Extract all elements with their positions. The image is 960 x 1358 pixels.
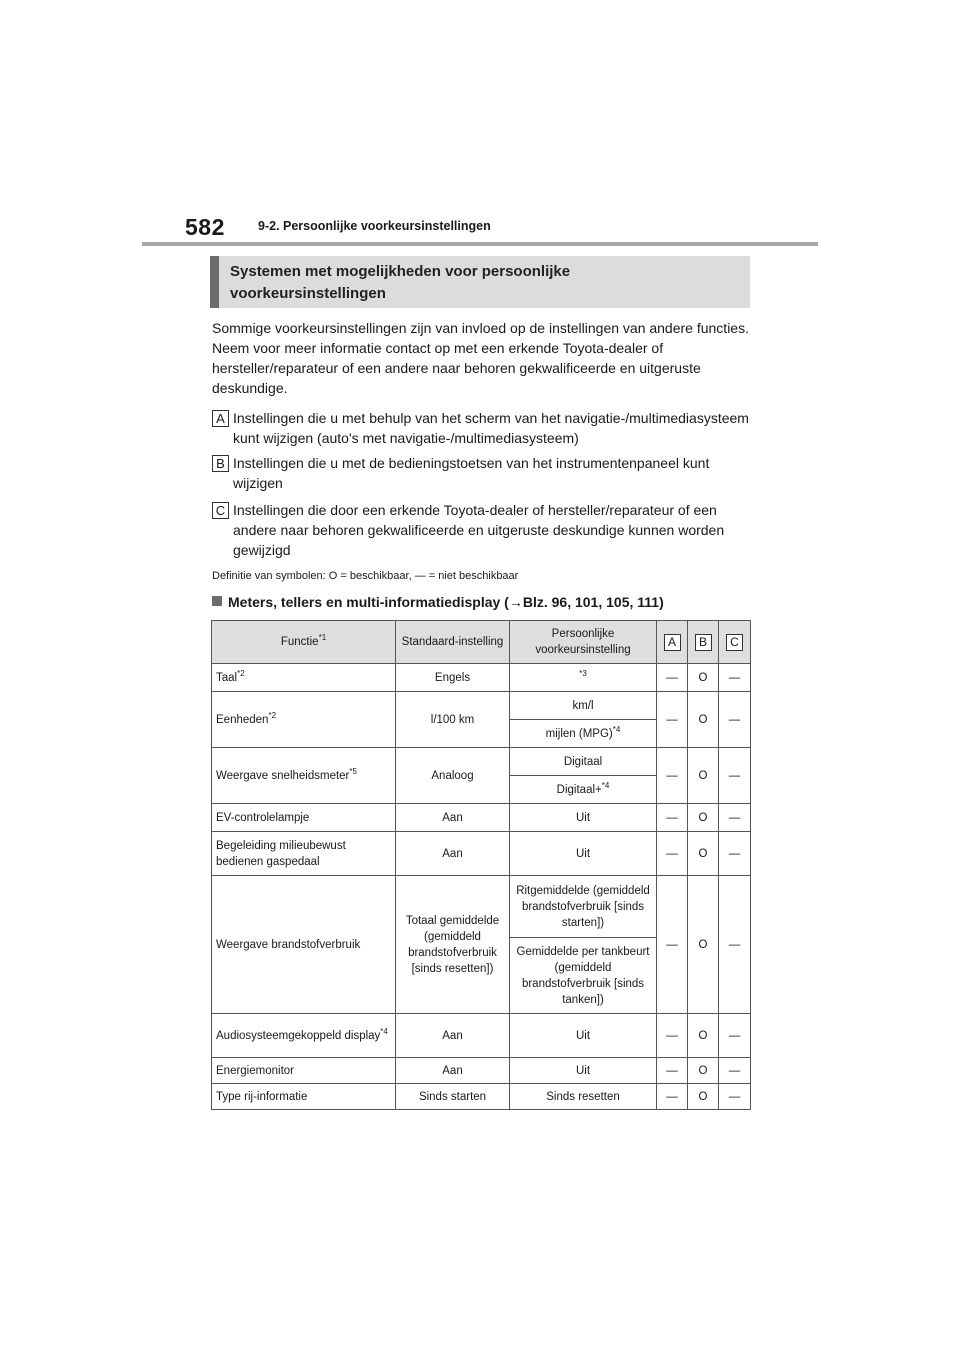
table-row: Audiosysteemgekoppeld display$^{*4}$ Aan Uit — O — — [212, 1014, 751, 1058]
table-row: Gemiddelde per tankbeurt (gemiddeld brandstofverbruik [sinds tanken]) — [212, 938, 751, 1014]
badge-c-icon: C — [726, 634, 743, 651]
table-row: Type rij-informatie Sinds starten Sinds resetten — O — — [212, 1084, 751, 1110]
table-row: EV-controlelampje Aan Uit — O — — [212, 804, 751, 832]
section-header-box — [210, 256, 750, 308]
badge-a-icon: A — [212, 410, 229, 427]
legend-text-a: Instellingen die u met behulp van het scherm van het navigatie-/multimediasysteem kunt wijzigen (auto's met navigatie-/multimediasysteem) — [233, 410, 749, 446]
table-header-row — [212, 621, 751, 664]
legend-item-a — [212, 408, 752, 448]
table-row: Weergave snelheidsmeter$^{*5}$ Analoog Digitaal — O — — [212, 748, 751, 776]
subsection-title: Meters, tellers en multi-informatiedisplay (→Blz. 96, 101, 105, 111) — [228, 594, 664, 610]
header-b — [688, 621, 719, 664]
table-row: Energiemonitor Aan Uit — O — — [212, 1058, 751, 1084]
header-personal: Persoonlijke voorkeursinstelling — [510, 621, 657, 664]
section-title: Systemen met mogelijkheden voor persoonlijke voorkeursinstellingen — [230, 263, 571, 302]
page-number: 582 — [185, 214, 225, 240]
table-row: mijlen (MPG)$^{*4}$ — [212, 720, 751, 748]
header-default: Standaard-instelling — [396, 621, 510, 664]
badge-a-icon: A — [664, 634, 681, 651]
table-row: Begeleiding milieubewust bedienen gaspedaal Aan Uit — O — — [212, 832, 751, 876]
table-row: Digitaal+$^{*4}$ — [212, 776, 751, 804]
table-row: Weergave brandstofverbruik Totaal gemiddelde (gemiddeld brandstofverbruik [sinds resetten]) Ritgemiddelde (gemiddeld brandstofverbruik [sinds starten]) — O — — [212, 876, 751, 938]
header-function: Functie$^{*1}$ — [212, 621, 396, 664]
legend-item-b — [212, 453, 752, 493]
legend-text-b: Instellingen die u met de bedieningstoetsen van het instrumentenpaneel kunt wijzigen — [233, 455, 710, 491]
header-a — [657, 621, 688, 664]
badge-b-icon: B — [695, 634, 712, 651]
subsection-heading — [212, 594, 664, 610]
legend-text-c: Instellingen die door een erkende Toyota-dealer of hersteller/reparateur of een andere naar behoren gekwalificeerde en uitgeruste deskundige kunnen worden gewijzigd — [233, 502, 725, 558]
settings-table — [211, 620, 751, 1110]
table-row: Eenheden$^{*2}$ l/100 km km/l — O — — [212, 692, 751, 720]
chapter-title: 9-2. Persoonlijke voorkeursinstellingen — [258, 219, 491, 233]
table-row: Taal$^{*2}$ Engels $^{*3}$ — O — — [212, 664, 751, 692]
intro-paragraph: Sommige voorkeursinstellingen zijn van invloed op de instellingen van andere functies. Neem voor meer informatie contact op met een erkende Toyota-dealer of hersteller/reparateur of een andere naar behoren gekwalificeerde en uitgeruste deskundige. — [212, 320, 749, 396]
symbol-definition: Definitie van symbolen: O = beschikbaar, — = niet beschikbaar — [212, 570, 519, 582]
legend-item-c — [212, 500, 752, 560]
square-bullet-icon — [212, 596, 222, 606]
badge-c-icon: C — [212, 502, 229, 519]
badge-b-icon: B — [212, 455, 229, 472]
header-c — [719, 621, 751, 664]
header-rule — [142, 242, 818, 246]
